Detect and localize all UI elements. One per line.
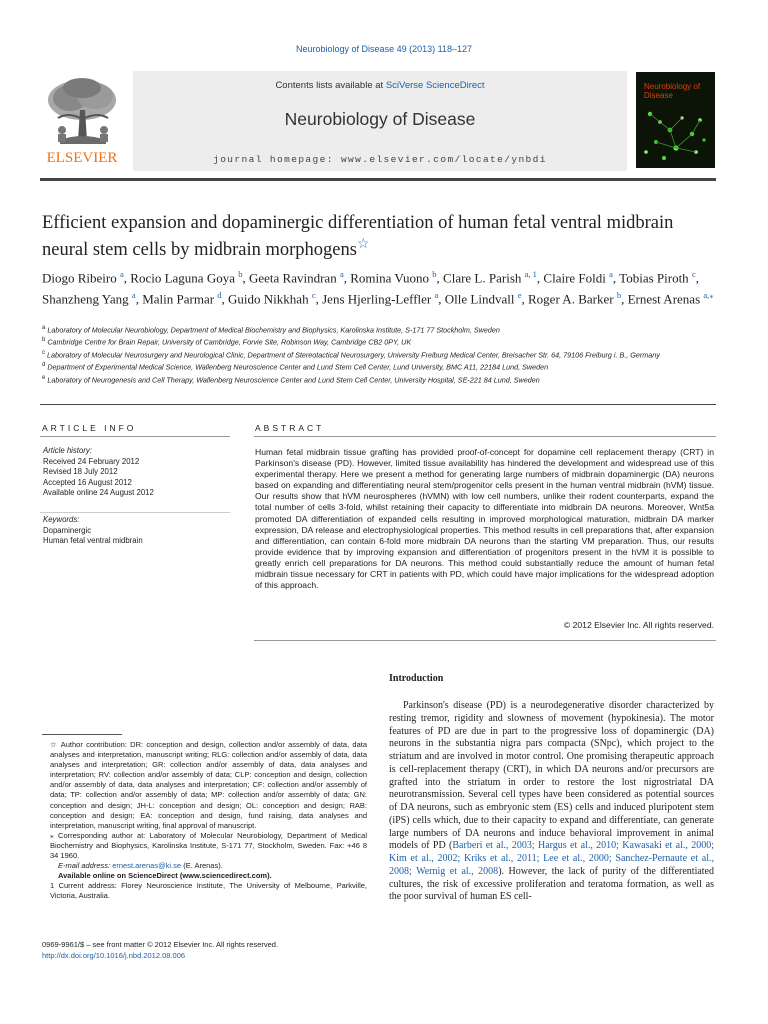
author-name[interactable]: Claire Foldi bbox=[543, 270, 606, 286]
affiliation-item bbox=[42, 348, 722, 360]
author-name[interactable]: Guido Nikkhah bbox=[228, 291, 309, 307]
article-history bbox=[43, 446, 231, 499]
author-affiliation-mark[interactable]: d bbox=[217, 289, 222, 300]
footnote-divider bbox=[42, 734, 122, 735]
introduction-text bbox=[389, 700, 714, 904]
author-list: Diogo Ribeiro $^a$, Rocio Laguna Goya $^b$, Geeta Ravindran $^a$, Romina Vuono $^b$, Clare L. Parish $^{a, 1}$, Claire Foldi $^a$, Tobias Piroth $^c$, Shanzheng Yang $^a$, Malin Parmar $^d$, Guido Nikkhah $^c$, Jens Hjerling-Leffler $^a$, Olle Lindvall $^e$, Roger A. Barker $^b$, Ernest Arenas $^{a,⁎}$ bbox=[42, 269, 714, 307]
affiliation-text: Laboratory of Molecular Neurobiology, Department of Medical Biochemistry and Biophysics, Karolinska Institute, S-171 77 Stockholm, Sweden bbox=[47, 325, 500, 335]
affiliation-mark: d bbox=[42, 362, 46, 369]
introduction-heading: Introduction bbox=[389, 673, 444, 684]
journal-homepage bbox=[133, 154, 627, 165]
article-info-divider bbox=[40, 436, 230, 437]
affiliation-divider bbox=[40, 404, 716, 405]
affiliation-mark: e bbox=[42, 374, 46, 381]
elsevier-tree-icon bbox=[40, 74, 125, 166]
keyword-item: Dopaminergic bbox=[43, 525, 92, 535]
footnotes bbox=[42, 740, 367, 902]
homepage-prefix: journal homepage: bbox=[213, 154, 341, 165]
author-affiliation-mark[interactable]: a, 1 bbox=[524, 269, 537, 279]
email-link[interactable]: ernest.arenas@ki.se bbox=[112, 861, 182, 871]
affiliation-item bbox=[42, 335, 722, 347]
abstract-heading: ABSTRACT bbox=[255, 423, 325, 433]
journal-cover-thumbnail[interactable] bbox=[636, 72, 715, 168]
keywords-label: Keywords: bbox=[43, 515, 80, 524]
cover-title: Neurobiology of Disease bbox=[644, 82, 701, 100]
article-info-heading: ARTICLE INFO bbox=[42, 423, 137, 433]
article-title bbox=[42, 212, 722, 261]
issn-line: 0969-9961/$ – see front matter © 2012 Elsevier Inc. All rights reserved. bbox=[42, 940, 279, 949]
intro-citations-link[interactable]: Barberi et al., 2003; Hargus et al., 2010; Kawasaki et al., 2000; Kim et al., 2002; Kriks et al., 2011; Lee et al., 2000; Sanchez-Pernaute et al., 2008; Wernig et al., 2008 bbox=[389, 840, 714, 877]
email-footnote bbox=[42, 861, 367, 871]
history-item: Received 24 February 2012 bbox=[43, 456, 140, 466]
title-footnote-mark[interactable]: ☆ bbox=[356, 237, 370, 252]
affiliation-text: Department of Experimental Medical Science, Wallenberg Neuroscience Center and Lund Stem Cell Center, Lund University, BMC A11, 22184 Lund, Sweden bbox=[47, 362, 549, 372]
history-item: Revised 18 July 2012 bbox=[43, 467, 118, 476]
author-name[interactable]: Jens Hjerling-Leffler bbox=[322, 291, 432, 307]
contents-prefix: Contents lists available at bbox=[275, 80, 386, 91]
available-online-note: Available online on ScienceDirect (www.sciencedirect.com). bbox=[58, 871, 272, 881]
keywords-divider bbox=[40, 512, 230, 513]
author-affiliation-mark[interactable]: b bbox=[432, 269, 437, 279]
history-item: Accepted 16 August 2012 bbox=[43, 477, 132, 487]
keywords bbox=[43, 515, 231, 547]
author-name[interactable]: Geeta Ravindran bbox=[248, 270, 337, 286]
author-affiliation-mark[interactable]: a bbox=[120, 269, 124, 279]
journal-reference-link[interactable]: Neurobiology of Disease 49 (2013) 118–127 bbox=[296, 44, 472, 54]
author-affiliation-mark[interactable]: c bbox=[691, 269, 696, 279]
elsevier-logo[interactable] bbox=[40, 74, 125, 166]
history-item: Available online 24 August 2012 bbox=[43, 488, 154, 497]
sciencedirect-link[interactable]: SciVerse ScienceDirect bbox=[385, 80, 485, 91]
contribution-footnote bbox=[42, 740, 367, 831]
author-name[interactable]: Diogo Ribeiro bbox=[42, 270, 117, 286]
author-name[interactable]: Romina Vuono bbox=[350, 270, 430, 286]
intro-text-part: Parkinson's disease (PD) is a neurodegenerative disorder characterized by resting tremor, rigidity and slowness of movement (hypokinesia). The motor features of PD are due in part to the progressive loss of dopaminergic (DA) neurons in the substantia nigra pars compacta (SNpc), which project to the striatum and are involved in motor control. One promising therapeutic approach is cell-replacement therapy (CRT), in which DA neurons and/or precursors are grafted into the striatum in order to restore the lost nigrostriatal DA neurotransmission. Several cell types have been considered as potential sources of DA neurons, such as embryonic stem (ES) cells and induced pluripotent stem (iPS) cells which, due to their capacity to expand and differentiate, can generate large numbers of DA neurons and induce behavioral improvement in animal models of PD ( bbox=[389, 700, 714, 852]
author-name[interactable]: Rocio Laguna Goya bbox=[130, 270, 235, 286]
svg-text:ELSEVIER: ELSEVIER bbox=[46, 150, 118, 166]
author-name[interactable]: Malin Parmar bbox=[142, 291, 215, 307]
email-label: E-mail address: bbox=[58, 861, 111, 871]
author-name[interactable]: Shanzheng Yang bbox=[42, 291, 129, 307]
affiliations bbox=[42, 323, 722, 385]
author-affiliation-mark[interactable]: a,⁎ bbox=[703, 289, 714, 300]
corresponding-mark: ⁎ bbox=[50, 830, 54, 840]
article-title-text: Efficient expansion and dopaminergic differentiation of human fetal ventral midbrain neural stem cells by midbrain morphogens bbox=[42, 213, 674, 261]
contribution-text: Author contribution: DR: conception and design, collection and/or assembly of data, data analyses and interpretation, manuscript writing; RLG: collection and/or assembly of data, data analyses and interpretation; GR: collection and/or assembly of data, data analyses and interpretation; RV: collection and/or assembly of data; CLP: conception and design, collection and/or assembly of data, data analyses and interpretation; CF: collection and/or assembly of data; TP: collection and/or assembly of data; MP: collection and/or assembly of data; GN: conception and design; JH-L: conception and design; OL: conception and design; RAB: conception and design; EA: conception and design, fund raising, data analyses and interpretation, manuscript writing, final approval of manuscript. bbox=[50, 740, 368, 830]
affiliation-text: Laboratory of Neurogenesis and Cell Therapy, Wallenberg Neuroscience Center and Lund Stem Cell Center, University Hospital, SE-221 84 Lund, Sweden bbox=[47, 374, 540, 384]
email-suffix: (E. Arenas). bbox=[181, 861, 223, 871]
affiliation-item bbox=[42, 323, 722, 335]
doi-link[interactable]: http://dx.doi.org/10.1016/j.nbd.2012.08.006 bbox=[42, 950, 186, 960]
affiliation-mark: a bbox=[42, 325, 46, 331]
keyword-item: Human fetal ventral midbrain bbox=[43, 536, 143, 545]
contents-line bbox=[133, 80, 627, 91]
affiliation-item bbox=[42, 360, 722, 372]
author-name[interactable]: Olle Lindvall bbox=[444, 291, 515, 307]
author-affiliation-mark[interactable]: a bbox=[609, 269, 613, 279]
current-address-mark: 1 bbox=[50, 881, 55, 891]
header-divider bbox=[40, 178, 716, 181]
author-affiliation-mark[interactable]: a bbox=[131, 289, 136, 300]
author-affiliation-mark[interactable]: b bbox=[238, 269, 243, 279]
author-affiliation-mark[interactable]: e bbox=[517, 289, 522, 300]
author-affiliation-mark[interactable]: c bbox=[311, 289, 316, 300]
contribution-mark: ☆ bbox=[50, 740, 58, 749]
author-name[interactable]: Ernest Arenas bbox=[627, 291, 701, 307]
homepage-url-link[interactable]: www.elsevier.com/locate/ynbdi bbox=[340, 154, 547, 165]
abstract-divider-top bbox=[254, 436, 716, 437]
corresponding-footnote bbox=[42, 831, 367, 861]
author-name[interactable]: Tobias Piroth bbox=[619, 270, 689, 286]
author-affiliation-mark[interactable]: a bbox=[434, 289, 439, 300]
abstract-text: Human fetal midbrain tissue grafting has provided proof-of-concept for dopamine cell replacement therapy (CRT) in Parkinson's disease (PD). However, limited tissue availability has hindered the development and widespread use of this experimental therapy. Here we present a method for generating large numbers of midbrain dopaminergic (DA) neurons based on expanding and differentiating neural stem/progenitor cells present in the human ventral midbrain (hVM) tissue. Our results show that hVM neurospheres (hVMN) with low cell numbers, unlike their rodent counterparts, expand the total number of cells 3-fold, whilst retaining their capacity to differentiate into midbrain DA neurons. Moreover, Wnt5a promoted DA differentiation of expanded cells resulting in improved morphological maturation, midbrain DA marker expression, DA release and electrophysiological properties. This method results in cell preparations that, after expansion and differentiation, can contain 6-fold more midbrain DA neurons than the starting VM preparation. Thus, our results provide evidence that by improving expansion and differentiation of progenitors present in the hVM it is possible to greatly enrich cell preparations for DA neurons. This method could substantially reduce the amount of human fetal midbrain tissue necessary for CRT in patients with PD, which could have major implications for the widespread adoption of this approach. bbox=[255, 447, 714, 591]
affiliation-text: Cambridge Centre for Brain Repair, University of Cambridge, Forvie Site, Robinson Way, Cambridge CB2 0PY, UK bbox=[47, 337, 412, 347]
journal-title: Neurobiology of Disease bbox=[284, 109, 476, 129]
intro-text-part: ). However, the lack of purity of the differentiated cultures, the risk of excessive proliferation and teratoma formation, as well as the poor survival of human ES cell- bbox=[389, 865, 714, 903]
affiliation-mark: c bbox=[42, 349, 45, 356]
corresponding-text: Corresponding author at: Laboratory of Molecular Neurobiology, Department of Medical Biochemistry and Biophysics, Karolinska Institute, S-171 77, Stockholm, Sweden. Fax: +46 8 34 1960. bbox=[50, 830, 367, 861]
affiliation-text: Laboratory of Molecular Neurosurgery and Neurological Clinic, Department of Stereotactical Neurosurgery, University Freiburg Medical Center, Breisacher Str. 64, 79106 Freiburg i. B., Germany bbox=[47, 350, 660, 360]
abstract-divider-bottom bbox=[254, 640, 716, 641]
current-address-footnote bbox=[42, 881, 367, 901]
article-history-label: Article history: bbox=[43, 446, 92, 455]
author-name[interactable]: Clare L. Parish bbox=[443, 270, 522, 286]
author-name[interactable]: Roger A. Barker bbox=[528, 291, 614, 307]
affiliation-mark: b bbox=[42, 337, 46, 344]
author-affiliation-mark[interactable]: b bbox=[616, 289, 622, 300]
current-address-text: Current address: Florey Neuroscience Institute, The University of Melbourne, Parkville, Victoria, Australia. bbox=[50, 881, 368, 901]
affiliation-item bbox=[42, 373, 722, 385]
author-affiliation-mark[interactable]: a bbox=[339, 269, 344, 279]
front-matter bbox=[42, 940, 367, 961]
abstract-copyright: © 2012 Elsevier Inc. All rights reserved. bbox=[563, 620, 714, 630]
